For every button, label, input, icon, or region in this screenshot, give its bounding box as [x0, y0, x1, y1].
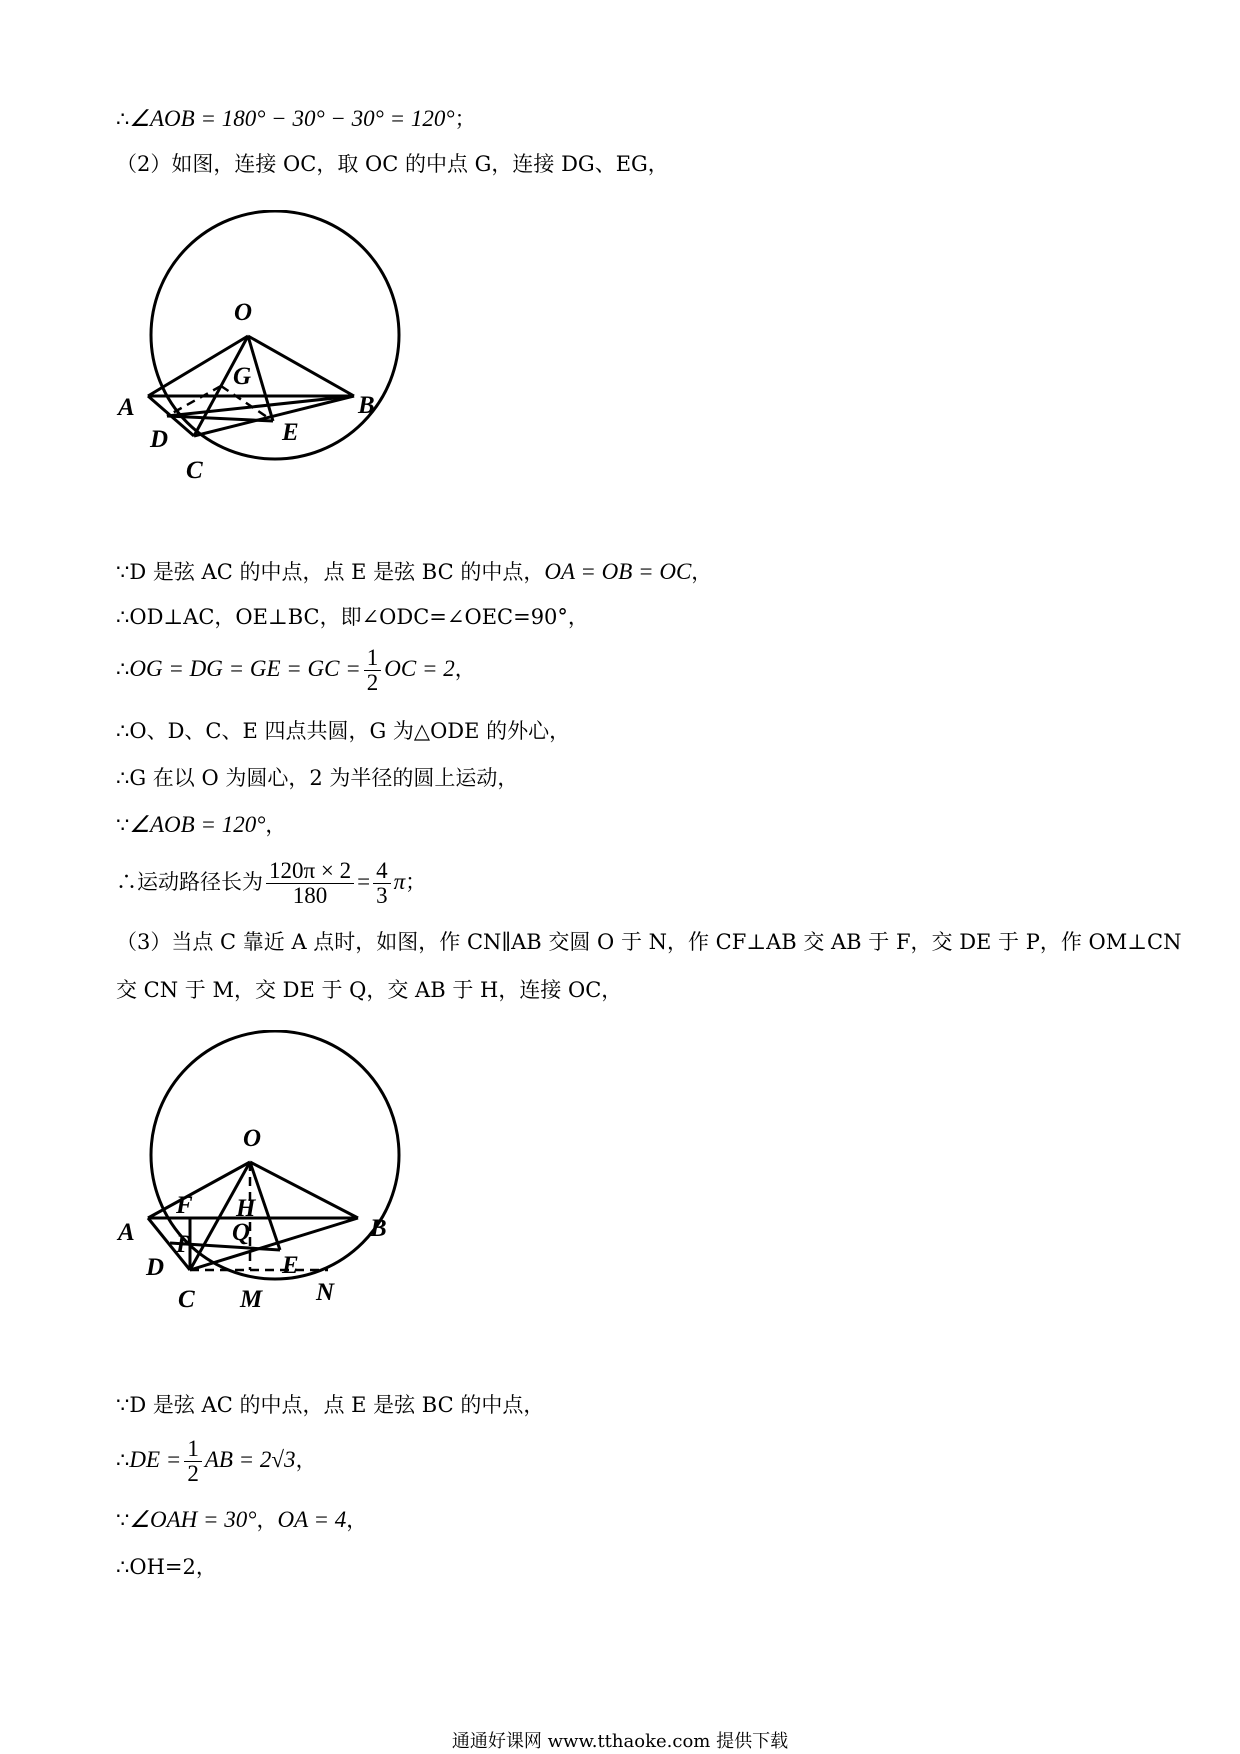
ab-equals-2root3: AB = 2√3	[204, 1447, 296, 1472]
text-line-8	[116, 811, 286, 839]
text-segment: ∴运动路径长为	[116, 870, 263, 894]
page-footer: 通通好课网 www.tthaoke.com 提供下载	[451, 1731, 789, 1752]
oa-ob-oc-equation: OA = OB = OC	[544, 559, 692, 584]
therefore-symbol: ∴	[116, 657, 130, 681]
label-a: A	[118, 1219, 135, 1246]
fraction-numerator: 1	[364, 646, 382, 671]
og-dg-ge-gc-equation: OG = DG = GE = GC =	[129, 656, 361, 681]
figure-2-circle-diagram	[110, 1030, 440, 1360]
fraction-arc-length	[266, 859, 354, 908]
text-segment: ∵D 是弦 AC 的中点，点 E 是弦 BC 的中点，	[116, 560, 545, 584]
text-line-4: ∴OD⊥AC，OE⊥BC，即∠ODC=∠OEC=90°，	[116, 605, 589, 629]
punctuation: ，	[691, 560, 713, 584]
oa-equals-4: OA = 4	[277, 1507, 347, 1532]
label-e: E	[282, 419, 299, 446]
label-b: B	[358, 392, 375, 419]
therefore-symbol: ∴	[116, 107, 130, 131]
text-line-10: （3）当点 C 靠近 A 点时，如图，作 CN∥AB 交圆 O 于 N，作 CF⊥AB 交 AB 于 F，交 DE 于 P，作 OM⊥CN	[116, 930, 1182, 954]
punctuation: ，	[256, 1508, 278, 1532]
text-line-7: ∴G 在以 O 为圆心，2 为半径的圆上运动，	[116, 766, 519, 790]
fraction-one-half	[184, 1437, 202, 1486]
circle-o	[151, 211, 399, 459]
angle-aob-equation: ∠AOB = 180° − 30° − 30° = 120°	[129, 106, 455, 131]
text-line-2: （2）如图，连接 OC，取 OC 的中点 G，连接 DG、EG，	[116, 152, 669, 176]
pi-symbol: π	[393, 869, 406, 894]
punctuation: ；	[405, 870, 427, 894]
label-f: F	[176, 1192, 193, 1219]
text-line-14	[116, 1506, 367, 1534]
label-o: O	[234, 299, 253, 326]
text-line-9	[116, 852, 426, 912]
fraction-numerator: 4	[373, 859, 391, 884]
fraction-numerator: 1	[184, 1437, 202, 1462]
label-h: H	[236, 1195, 256, 1222]
label-o: O	[243, 1125, 262, 1152]
de-equation: DE =	[129, 1447, 182, 1472]
figure-1-circle-diagram	[110, 210, 440, 540]
because-symbol: ∵	[116, 1508, 130, 1532]
punctuation: ；	[454, 107, 476, 131]
angle-oah-30: ∠OAH = 30°	[129, 1507, 257, 1532]
label-g: G	[233, 363, 252, 390]
label-m: M	[240, 1286, 263, 1313]
equals-sign: =	[357, 869, 371, 894]
segment-bc	[194, 396, 354, 436]
therefore-symbol: ∴	[116, 1448, 130, 1472]
label-d: D	[150, 426, 169, 453]
because-symbol: ∵	[116, 813, 130, 837]
fraction-denominator: 180	[292, 883, 328, 908]
label-d: D	[146, 1254, 165, 1281]
text-line-12: ∵D 是弦 AC 的中点，点 E 是弦 BC 的中点，	[116, 1393, 545, 1417]
label-c: C	[186, 457, 203, 484]
label-c: C	[178, 1286, 195, 1313]
label-e: E	[282, 1252, 299, 1279]
text-line-13	[116, 1430, 317, 1490]
text-line-5	[116, 644, 476, 695]
punctuation: ，	[295, 1448, 317, 1472]
text-line-1	[116, 105, 476, 133]
label-p: P	[176, 1231, 192, 1258]
label-b: B	[370, 1215, 387, 1242]
fraction-four-thirds	[373, 859, 391, 908]
punctuation: ，	[346, 1508, 368, 1532]
punctuation: ，	[454, 657, 476, 681]
text-line-3	[116, 558, 712, 586]
label-q: Q	[232, 1219, 251, 1246]
angle-aob-120: ∠AOB = 120°	[129, 812, 266, 837]
fraction-denominator: 3	[376, 883, 388, 908]
label-a: A	[118, 394, 135, 421]
fraction-numerator: 120π × 2	[266, 859, 354, 884]
fraction-denominator: 2	[366, 670, 379, 695]
label-n: N	[316, 1279, 335, 1306]
text-line-6: ∴O、D、C、E 四点共圆，G 为△ODE 的外心，	[116, 719, 571, 743]
text-line-11: 交 CN 于 M，交 DE 于 Q，交 AB 于 H，连接 OC，	[116, 978, 623, 1002]
text-line-15: ∴OH=2，	[116, 1555, 217, 1579]
fraction-denominator: 2	[187, 1461, 199, 1486]
oc-equals-2: OC = 2	[384, 656, 455, 681]
fraction-one-half	[364, 646, 382, 695]
punctuation: ，	[265, 813, 287, 837]
